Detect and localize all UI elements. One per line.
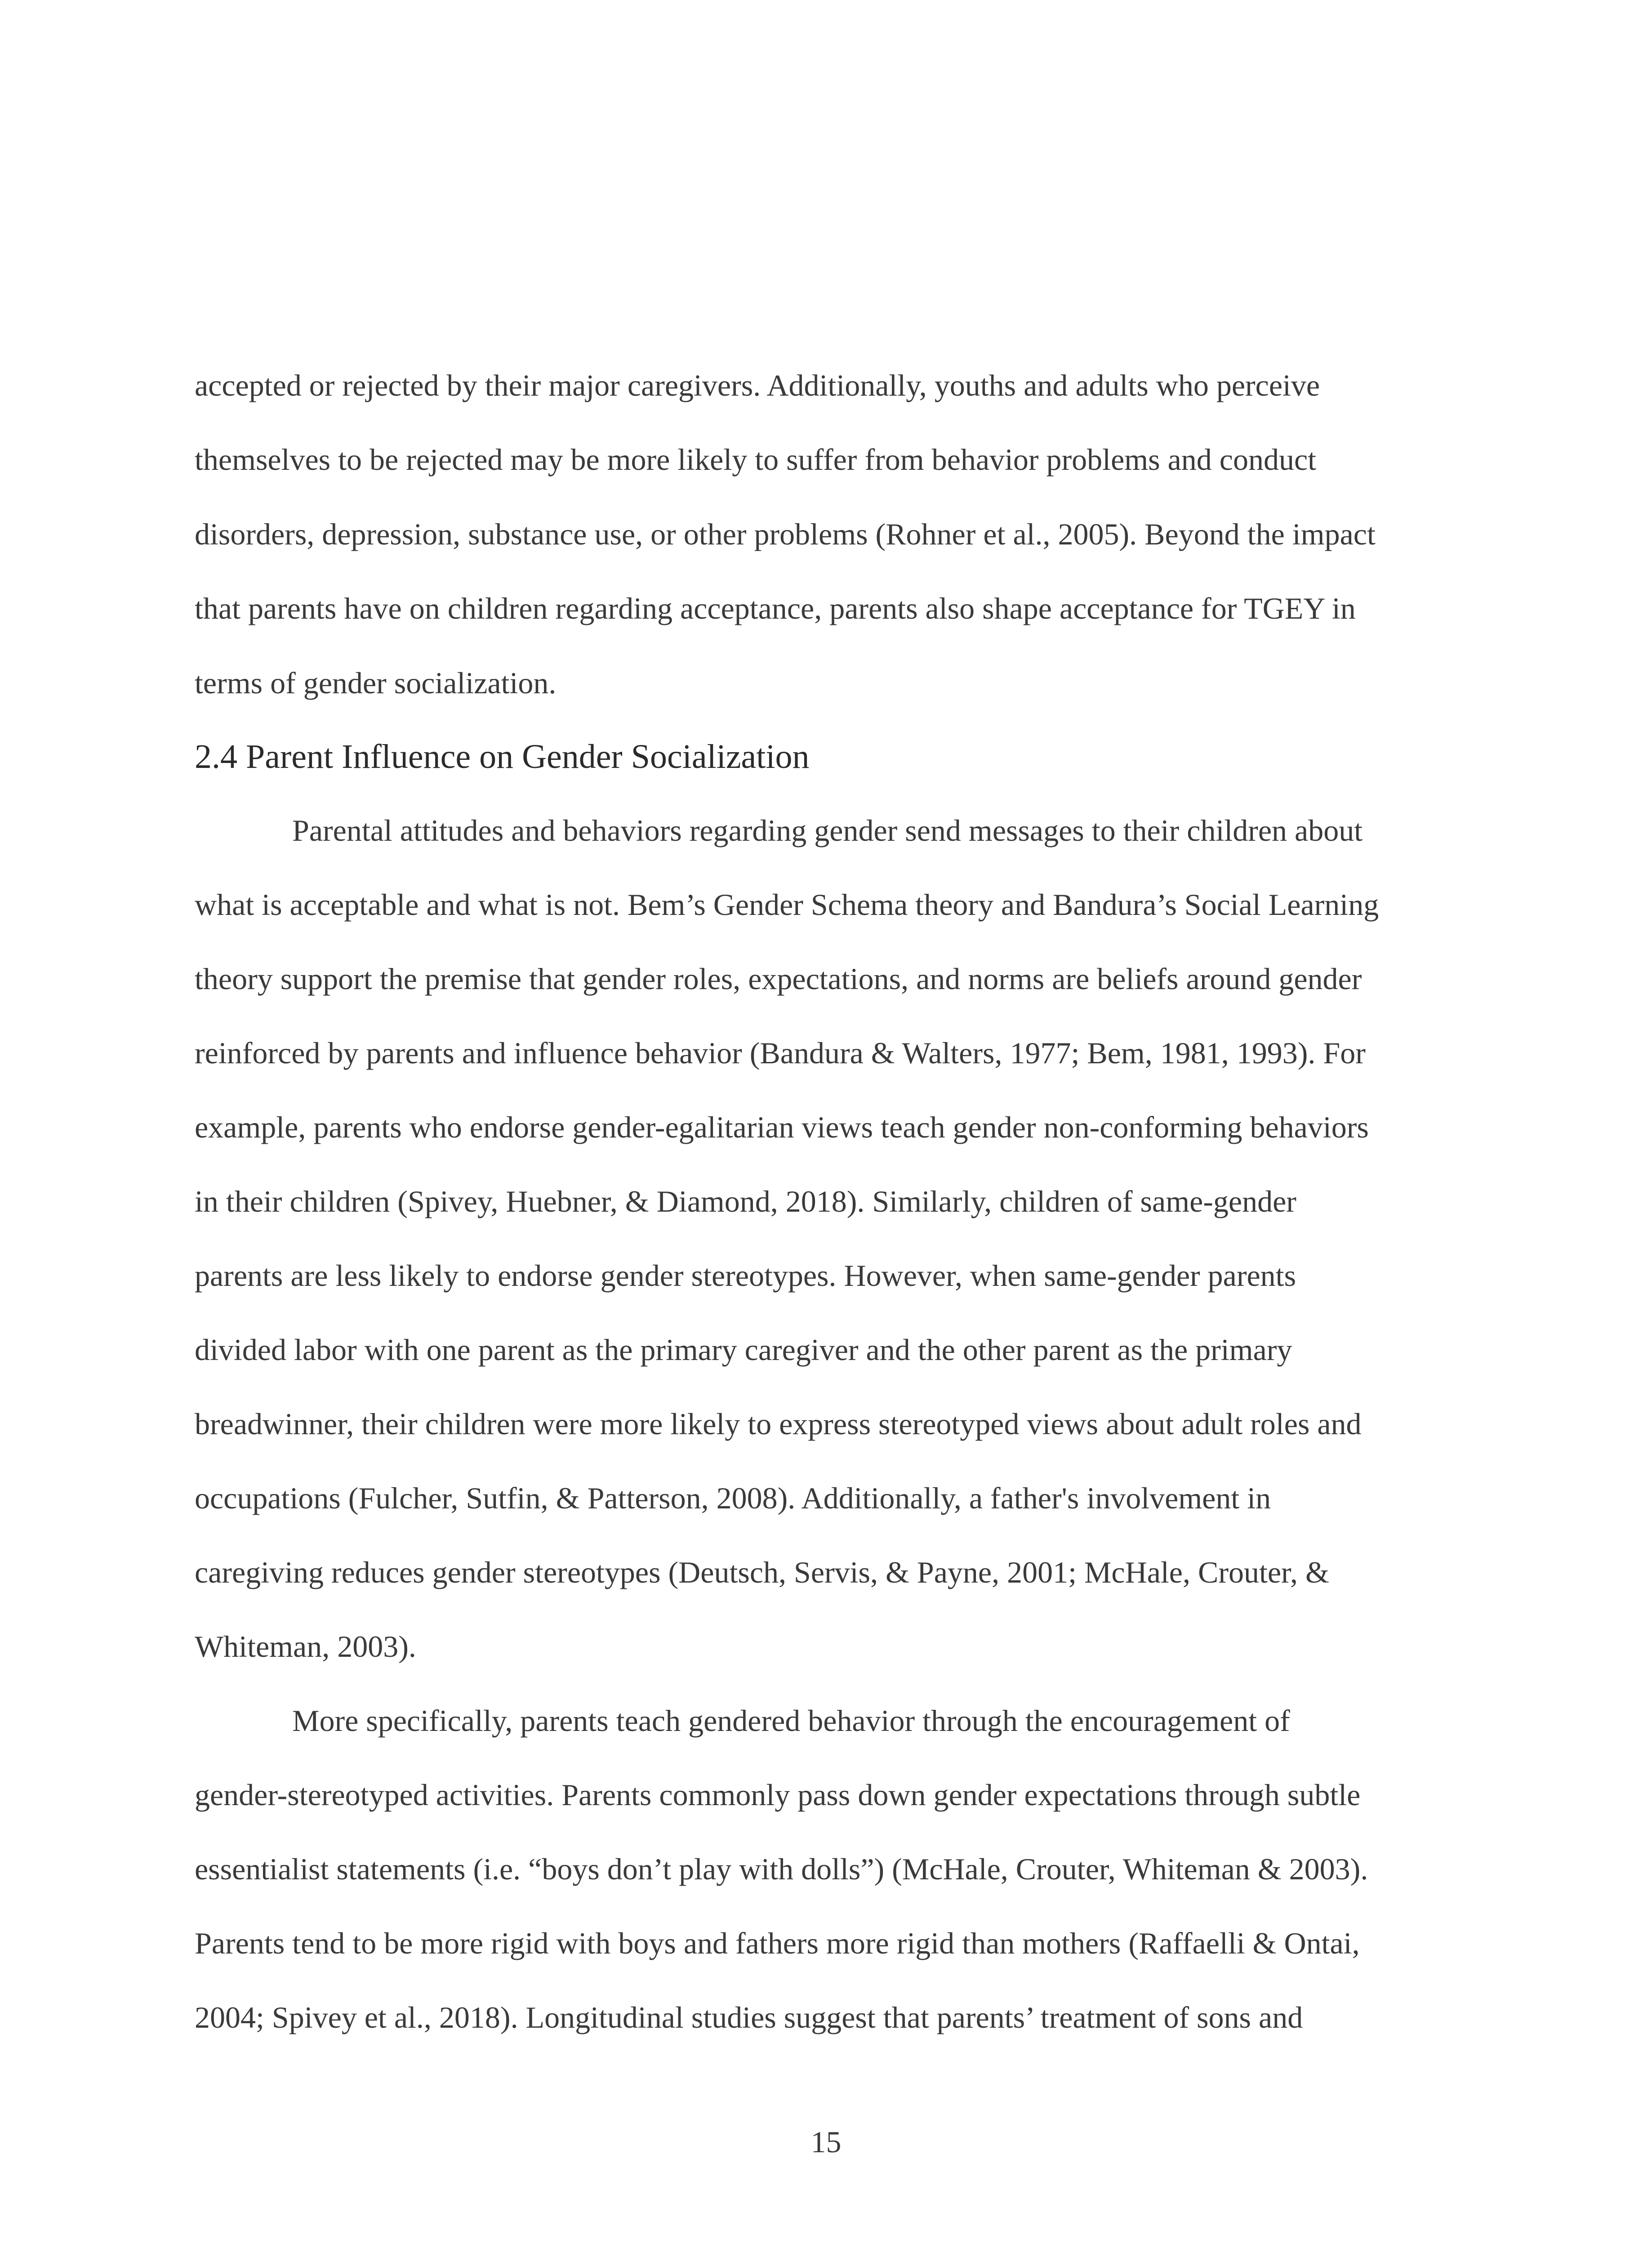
paragraph-line: disorders, depression, substance use, or other problems (Rohner et al., 2005). Beyond the impact bbox=[195, 517, 1376, 551]
paragraph-line: parents are less likely to endorse gender stereotypes. However, when same-gender parents bbox=[195, 1258, 1296, 1293]
paragraph-line: reinforced by parents and influence behavior (Bandura & Walters, 1977; Bem, 1981, 1993). For bbox=[195, 1036, 1366, 1070]
page-number: 15 bbox=[810, 2125, 842, 2159]
paragraph-line: breadwinner, their children were more likely to express stereotyped views about adult roles and bbox=[195, 1407, 1362, 1441]
paragraph-line: accepted or rejected by their major caregivers. Additionally, youths and adults who perceive bbox=[195, 368, 1320, 402]
paragraph-line: More specifically, parents teach gendered behavior through the encouragement of bbox=[292, 1704, 1290, 1738]
paragraph-line: gender-stereotyped activities. Parents commonly pass down gender expectations through subtle bbox=[195, 1778, 1361, 1812]
paragraph-line: Whiteman, 2003). bbox=[195, 1629, 416, 1664]
paragraph-line: themselves to be rejected may be more likely to suffer from behavior problems and conduct bbox=[195, 442, 1317, 477]
paragraph-line: essentialist statements (i.e. “boys don’t play with dolls”) (McHale, Crouter, Whiteman & 2003). bbox=[195, 1852, 1368, 1886]
paragraph-line: divided labor with one parent as the primary caregiver and the other parent as the primary bbox=[195, 1333, 1292, 1367]
paragraph-line: theory support the premise that gender roles, expectations, and norms are beliefs around gender bbox=[195, 962, 1362, 996]
paragraph-line: terms of gender socialization. bbox=[195, 666, 557, 700]
paragraph-line: example, parents who endorse gender-egalitarian views teach gender non-conforming behaviors bbox=[195, 1110, 1369, 1144]
paragraph-line: what is acceptable and what is not. Bem’s Gender Schema theory and Bandura’s Social Learning bbox=[195, 888, 1379, 922]
paragraph-line: Parental attitudes and behaviors regarding gender send messages to their children about bbox=[292, 813, 1363, 847]
paragraph-line: occupations (Fulcher, Sutfin, & Patterson, 2008). Additionally, a father's involvement in bbox=[195, 1481, 1271, 1515]
paragraph-line: caregiving reduces gender stereotypes (Deutsch, Servis, & Payne, 2001; McHale, Crouter, & bbox=[195, 1555, 1329, 1589]
paragraph-line: in their children (Spivey, Huebner, & Diamond, 2018). Similarly, children of same-gender bbox=[195, 1184, 1296, 1218]
paragraph-line: Parents tend to be more rigid with boys and fathers more rigid than mothers (Raffaelli & Ontai, bbox=[195, 1926, 1360, 1960]
paragraph-line: 2004; Spivey et al., 2018). Longitudinal studies suggest that parents’ treatment of sons and bbox=[195, 2000, 1303, 2034]
paragraph-line: that parents have on children regarding acceptance, parents also shape acceptance for TGEY in bbox=[195, 591, 1356, 625]
section-heading: 2.4 Parent Influence on Gender Socialization bbox=[195, 738, 810, 776]
